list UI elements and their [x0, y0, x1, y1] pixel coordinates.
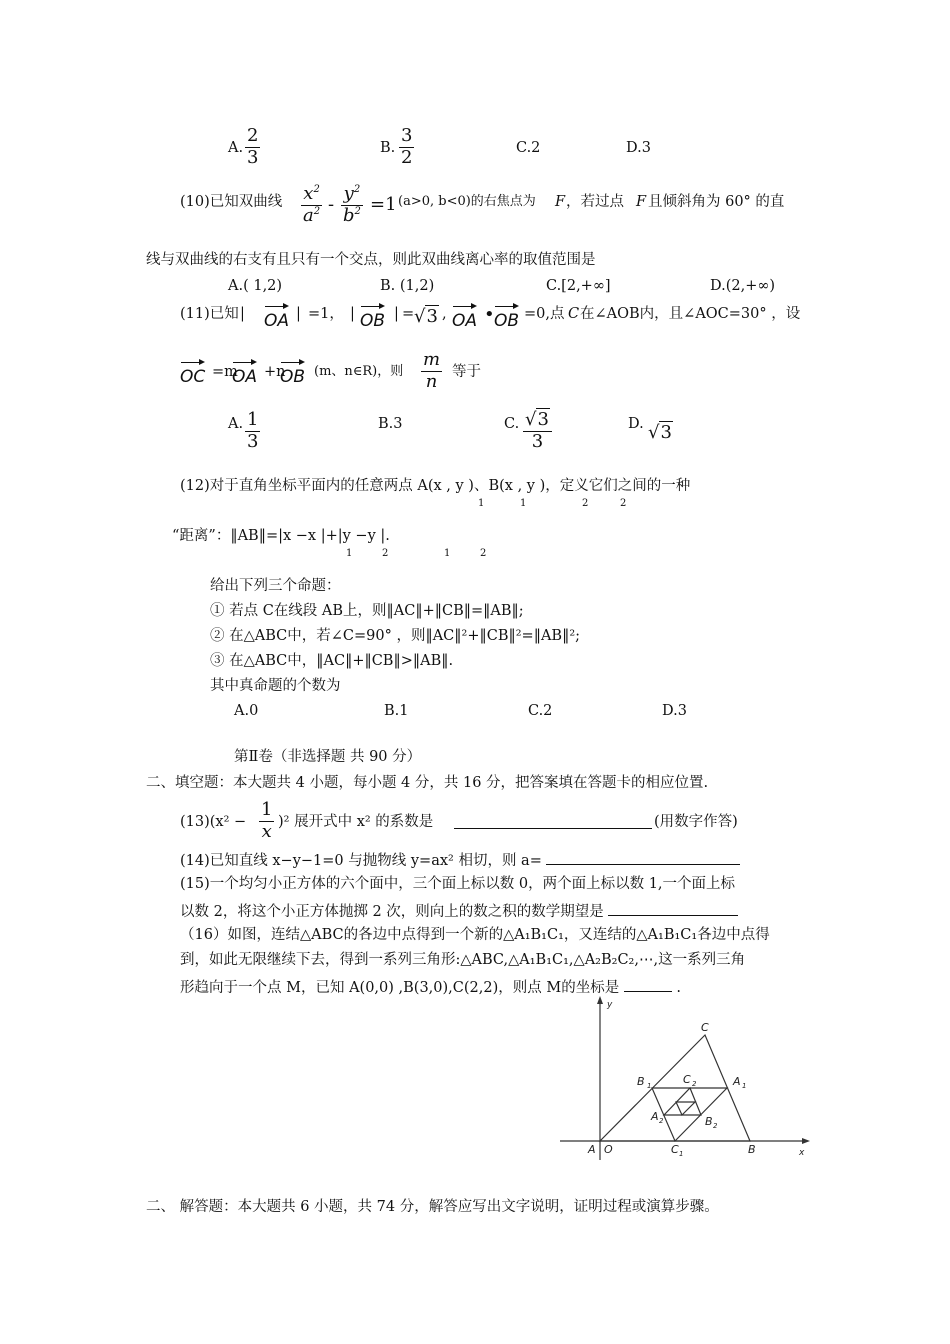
label-x: x: [799, 1148, 805, 1158]
q11-option-c: C.: [504, 416, 520, 432]
q10-condition: (a>0, b<0)的右焦点为: [398, 194, 536, 209]
q10-text-2: 且倾斜角为 60° 的直: [648, 194, 785, 210]
q11-vector-ob-3: OB: [280, 360, 305, 387]
q11-option-a: A.: [228, 416, 244, 432]
label-y: y: [607, 1000, 613, 1010]
q11-eq1: =1，: [308, 306, 344, 322]
q15-answer-blank[interactable]: [608, 901, 738, 916]
x-axis-arrow: [802, 1138, 810, 1144]
label-b1-sub: 1: [647, 1082, 652, 1090]
q12-option-a: A.0: [234, 703, 259, 719]
label-o: O: [604, 1143, 613, 1156]
q16-triangle-figure: [555, 995, 815, 1165]
q11-text-1: =0,点: [524, 306, 565, 322]
q13: [180, 800, 800, 846]
triangle-a3b3c3: [676, 1102, 695, 1115]
q11-eq2: =: [402, 306, 415, 322]
label-b: B: [748, 1143, 756, 1156]
q10-stem: [180, 183, 810, 238]
y-axis-arrow: [597, 996, 603, 1004]
q11-eq-m: =m: [212, 364, 238, 380]
q11-abs-bar: |: [350, 306, 355, 322]
label-a2: A: [651, 1110, 659, 1123]
q14-text: (14)已知直线 x−y−1=0 与抛物线 y=ax² 相切，则 a=: [180, 853, 542, 869]
q11-tail: 等于: [452, 364, 481, 380]
q11-option-c-fraction: $\frac{√3}{3}$: [523, 410, 552, 452]
part2-title: 第Ⅱ卷（非选择题 共 90 分）: [234, 749, 422, 765]
label-c2: C: [683, 1073, 691, 1086]
q10-x-fraction: $\frac{x^2}{a^2}$: [303, 183, 321, 226]
q12-subscripts-2: [346, 548, 496, 562]
q10-option-b: B. (1,2): [380, 278, 435, 294]
q10-option-c: C.[2,+∞]: [546, 278, 611, 294]
q11-option-d-sqrt3: √3: [648, 422, 672, 443]
q11-decomposition: [180, 349, 810, 398]
q11-option-b: B.3: [378, 416, 403, 432]
q16-line1: （16）如图，连结△ABC的各边中点得到一个新的△A₁B₁C₁，又连结的△A₁B₁C₁各边中点得: [180, 927, 770, 943]
part2-section-heading: 二、填空题：本大题共 4 小题，每小题 4 分，共 16 分，把答案填在答题卡的相应位置.: [146, 775, 709, 791]
q12-sub2-x1: 1: [346, 548, 353, 559]
q10-focus-f-2: F: [636, 194, 647, 210]
q9-option-a-fraction: $\frac{2}{3}$: [247, 125, 259, 168]
q11-condition: (m、n∈R)，则: [314, 364, 404, 379]
q10-option-d: D.(2,+∞): [710, 278, 776, 294]
label-a1: A: [733, 1075, 741, 1088]
q11-sqrt3: √3: [414, 306, 438, 327]
q11-abs-bar: |: [240, 306, 245, 322]
label-a: A: [588, 1143, 596, 1156]
q11-vector-ob: OB: [360, 304, 385, 331]
label-a2-sub: 2: [659, 1117, 664, 1125]
q11-text-2: 在∠AOB内，且∠AOC=30° ，设: [580, 306, 801, 322]
q15-line2: [180, 901, 738, 921]
q12-option-d: D.3: [662, 703, 687, 719]
q12-option-b: B.1: [384, 703, 409, 719]
q12-proposition-2: ② 在△ABC中，若∠C=90° ，则‖AC‖²+‖CB‖²=‖AB‖²;: [210, 628, 581, 644]
q10-y-fraction: $\frac{y^2}{b^2}$: [343, 183, 361, 226]
q13-fraction: $\frac{1}{x}$: [261, 799, 273, 842]
q12-sub-y2: 2: [620, 498, 627, 509]
q12-given: 给出下列三个命题：: [210, 578, 341, 594]
q9-option-a: A.: [228, 140, 244, 156]
q10-text-1: ，若过点: [566, 194, 624, 210]
q9-option-c: C.2: [516, 140, 541, 156]
q11-dot-product: •: [484, 304, 495, 325]
q11-abs-bar: |: [394, 306, 399, 322]
label-c2-sub: 2: [692, 1080, 697, 1088]
q12-sub-x1: 1: [478, 498, 485, 509]
q13-hint: (用数字作答): [654, 814, 738, 830]
label-b2: B: [705, 1115, 713, 1128]
label-b2-sub: 2: [713, 1122, 718, 1130]
q16-period: .: [676, 980, 682, 996]
q11-options: [228, 410, 688, 466]
q12-sub2-y2: 2: [480, 548, 487, 559]
q15-line1: (15)一个均匀小正方体的六个面中，三个面上标以数 0，两个面上标以数 1,一个面上标: [180, 876, 736, 892]
q11-vector-oa-3: OA: [232, 360, 257, 387]
q11-abs-bar: |: [296, 306, 301, 322]
q16-line2: 到，如此无限继续下去，得到一系列三角形:△ABC,△A₁B₁C₁,△A₂B₂C₂,⋯,这一系列三角: [180, 952, 746, 968]
q16-line3-text: 形趋向于一个点 M，已知 A(0,0) ,B(3,0),C(2,2)，则点 M的坐标是: [180, 980, 620, 996]
q12-options: [234, 703, 694, 723]
label-a1-sub: 1: [742, 1082, 747, 1090]
q12-ask: 其中真命题的个数为: [210, 678, 341, 694]
q13-answer-blank[interactable]: [454, 814, 652, 829]
q11-option-a-fraction: $\frac{1}{3}$: [247, 409, 259, 452]
q11-m-over-n: $\frac{m}{n}$: [423, 349, 441, 392]
q10-focus-f: F: [555, 194, 566, 210]
q12-sub2-y1: 1: [444, 548, 451, 559]
q10-line2: 线与双曲线的右支有且只有一个交点，则此双曲线离心率的取值范围是: [146, 252, 596, 268]
q11-stem: [180, 300, 810, 340]
part3-section-heading: 二、 解答题：本大题共 6 小题，共 74 分，解答应写出文字说明，证明过程或演算步骤。: [146, 1199, 719, 1215]
q11-vector-oa-2: OA: [452, 304, 477, 331]
q12-option-c: C.2: [528, 703, 553, 719]
q12-subscripts-1: [478, 498, 638, 512]
label-c1: C: [671, 1143, 679, 1156]
label-b1: B: [637, 1075, 645, 1088]
q11-comma: ,: [442, 306, 447, 322]
q12-proposition-1: ① 若点 C在线段 AB上，则‖AC‖+‖CB‖=‖AB‖;: [210, 603, 524, 619]
q11-vector-oc: OC: [180, 360, 205, 387]
q12-sub2-x2: 2: [382, 548, 389, 559]
q16-answer-blank[interactable]: [624, 977, 672, 992]
q10-equals-one: =1: [370, 194, 397, 215]
q9-option-b-fraction: $\frac{3}{2}$: [401, 125, 413, 168]
q10-options: [228, 278, 788, 298]
q11-number: (11)已知: [180, 306, 239, 322]
q14-answer-blank[interactable]: [546, 850, 740, 865]
q12-line2: “距离”：‖AB‖=|x −x |+|y −y |.: [172, 528, 390, 544]
q9-option-d: D.3: [626, 140, 651, 156]
q11-plus-n: +n: [264, 364, 286, 380]
label-c1-sub: 1: [679, 1150, 684, 1158]
label-c: C: [701, 1021, 709, 1034]
q10-minus: -: [328, 194, 335, 215]
q13-pre: (13)(x² −: [180, 814, 247, 830]
q10-option-a: A.( 1,2): [228, 278, 283, 294]
q12-sub-y1: 1: [520, 498, 527, 509]
q11-vector-oa: OA: [264, 304, 289, 331]
q11-option-d: D.: [628, 416, 644, 432]
q15-line2-text: 以数 2，将这个小正方体抛掷 2 次，则向上的数之积的数学期望是: [180, 904, 604, 920]
q12-proposition-3: ③ 在△ABC中，‖AC‖+‖CB‖>‖AB‖.: [210, 653, 454, 669]
q11-vector-ob-2: OB: [494, 304, 519, 331]
q9-option-b: B.: [380, 140, 396, 156]
q12-line1: (12)对于直角坐标平面内的任意两点 A(x , y )、B(x , y )，定义它们之间的一种: [180, 478, 691, 494]
q14: [180, 850, 740, 870]
q13-post: )² 展开式中 x² 的系数是: [278, 814, 434, 830]
q10-number: (10)已知双曲线: [180, 194, 283, 210]
q11-point-c: C: [568, 306, 580, 322]
q12-sub-x2: 2: [582, 498, 589, 509]
